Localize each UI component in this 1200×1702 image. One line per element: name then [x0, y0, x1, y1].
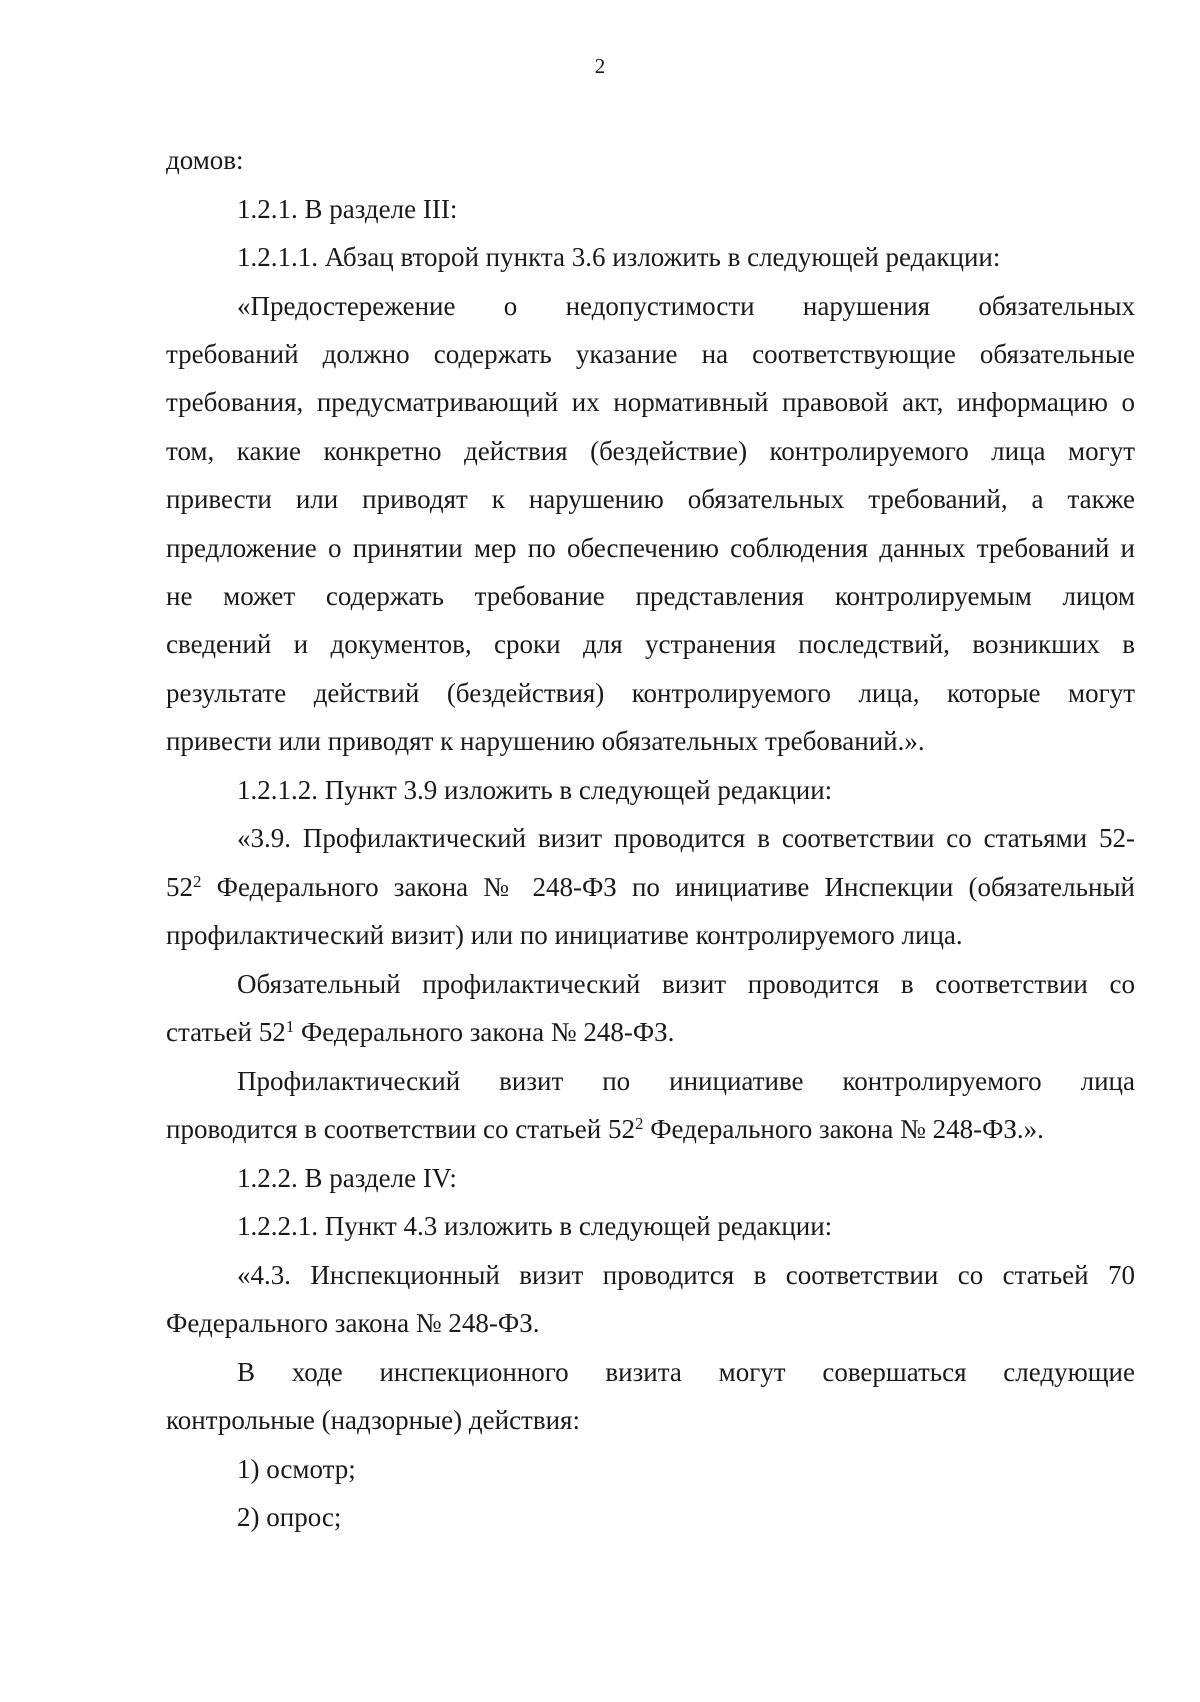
- text-line: том, какие конкретно действия (бездействие) контролируемого лица могут: [166, 436, 1135, 466]
- section-heading: 1.2.1. В разделе III:: [237, 194, 458, 224]
- subsection-heading: 1.2.1.2. Пункт 3.9 изложить в следующей редакции:: [237, 775, 833, 805]
- text-line: требования, предусматривающий их нормативный правовой акт, информацию о: [166, 387, 1135, 417]
- text-fragment: 52: [166, 872, 193, 902]
- text-line: «Предостережение о недопустимости нарушения обязательных: [237, 291, 1135, 321]
- text-line: привести или приводят к нарушению обязательных требований, а также: [166, 484, 1135, 514]
- subsection-heading: 1.2.1.1. Абзац второй пункта 3.6 изложить в следующей редакции:: [237, 242, 1001, 272]
- text-line: «4.3. Инспекционный визит проводится в соответствии со статьей 70: [237, 1260, 1135, 1290]
- text-line: «3.9. Профилактический визит проводится в соответствии со статьями 52-: [237, 823, 1135, 853]
- text-line: привести или приводят к нарушению обязательных требований.».: [166, 726, 925, 756]
- text-fragment: проводится в соответствии со статьей 52: [166, 1114, 635, 1144]
- subsection-heading: 1.2.2.1. Пункт 4.3 изложить в следующей редакции:: [237, 1211, 833, 1241]
- text-line: домов:: [166, 145, 244, 175]
- text-line: Федерального закона № 248-ФЗ.: [166, 1308, 540, 1338]
- list-item: 1) осмотр;: [237, 1454, 356, 1484]
- superscript: 2: [193, 872, 202, 891]
- text-line: требований должно содержать указание на соответствующие обязательные: [166, 339, 1135, 369]
- text-fragment: Федерального закона № 248-ФЗ по инициативе Инспекции (обязательный: [201, 872, 1135, 902]
- text-line: [166, 1016, 674, 1048]
- text-line: предложение о принятии мер по обеспечению соблюдения данных требований и: [166, 533, 1135, 563]
- text-line: [166, 871, 1135, 903]
- text-line: В ходе инспекционного визита могут совершаться следующие: [237, 1357, 1135, 1387]
- text-fragment: статьей 52: [166, 1017, 286, 1047]
- list-item: 2) опрос;: [237, 1502, 342, 1532]
- superscript: 2: [634, 1114, 644, 1133]
- text-line: Профилактический визит по инициативе контролируемого лица: [237, 1066, 1135, 1096]
- text-line: контрольные (надзорные) действия:: [166, 1405, 580, 1435]
- text-line: не может содержать требование представления контролируемым лицом: [166, 581, 1135, 611]
- page-number: 2: [594, 54, 606, 78]
- text-line: профилактический визит) или по инициативе контролируемого лица.: [166, 920, 963, 950]
- text-line: [166, 1113, 1044, 1145]
- text-fragment: Федерального закона № 248-ФЗ.».: [643, 1114, 1044, 1144]
- text-line: сведений и документов, сроки для устранения последствий, возникших в: [166, 629, 1135, 659]
- text-fragment: Федерального закона № 248-ФЗ.: [294, 1017, 675, 1047]
- section-heading: 1.2.2. В разделе IV:: [237, 1163, 457, 1193]
- superscript: 1: [285, 1017, 295, 1036]
- text-line: Обязательный профилактический визит проводится в соответствии со: [237, 969, 1135, 999]
- text-line: результате действий (бездействия) контролируемого лица, которые могут: [166, 678, 1135, 708]
